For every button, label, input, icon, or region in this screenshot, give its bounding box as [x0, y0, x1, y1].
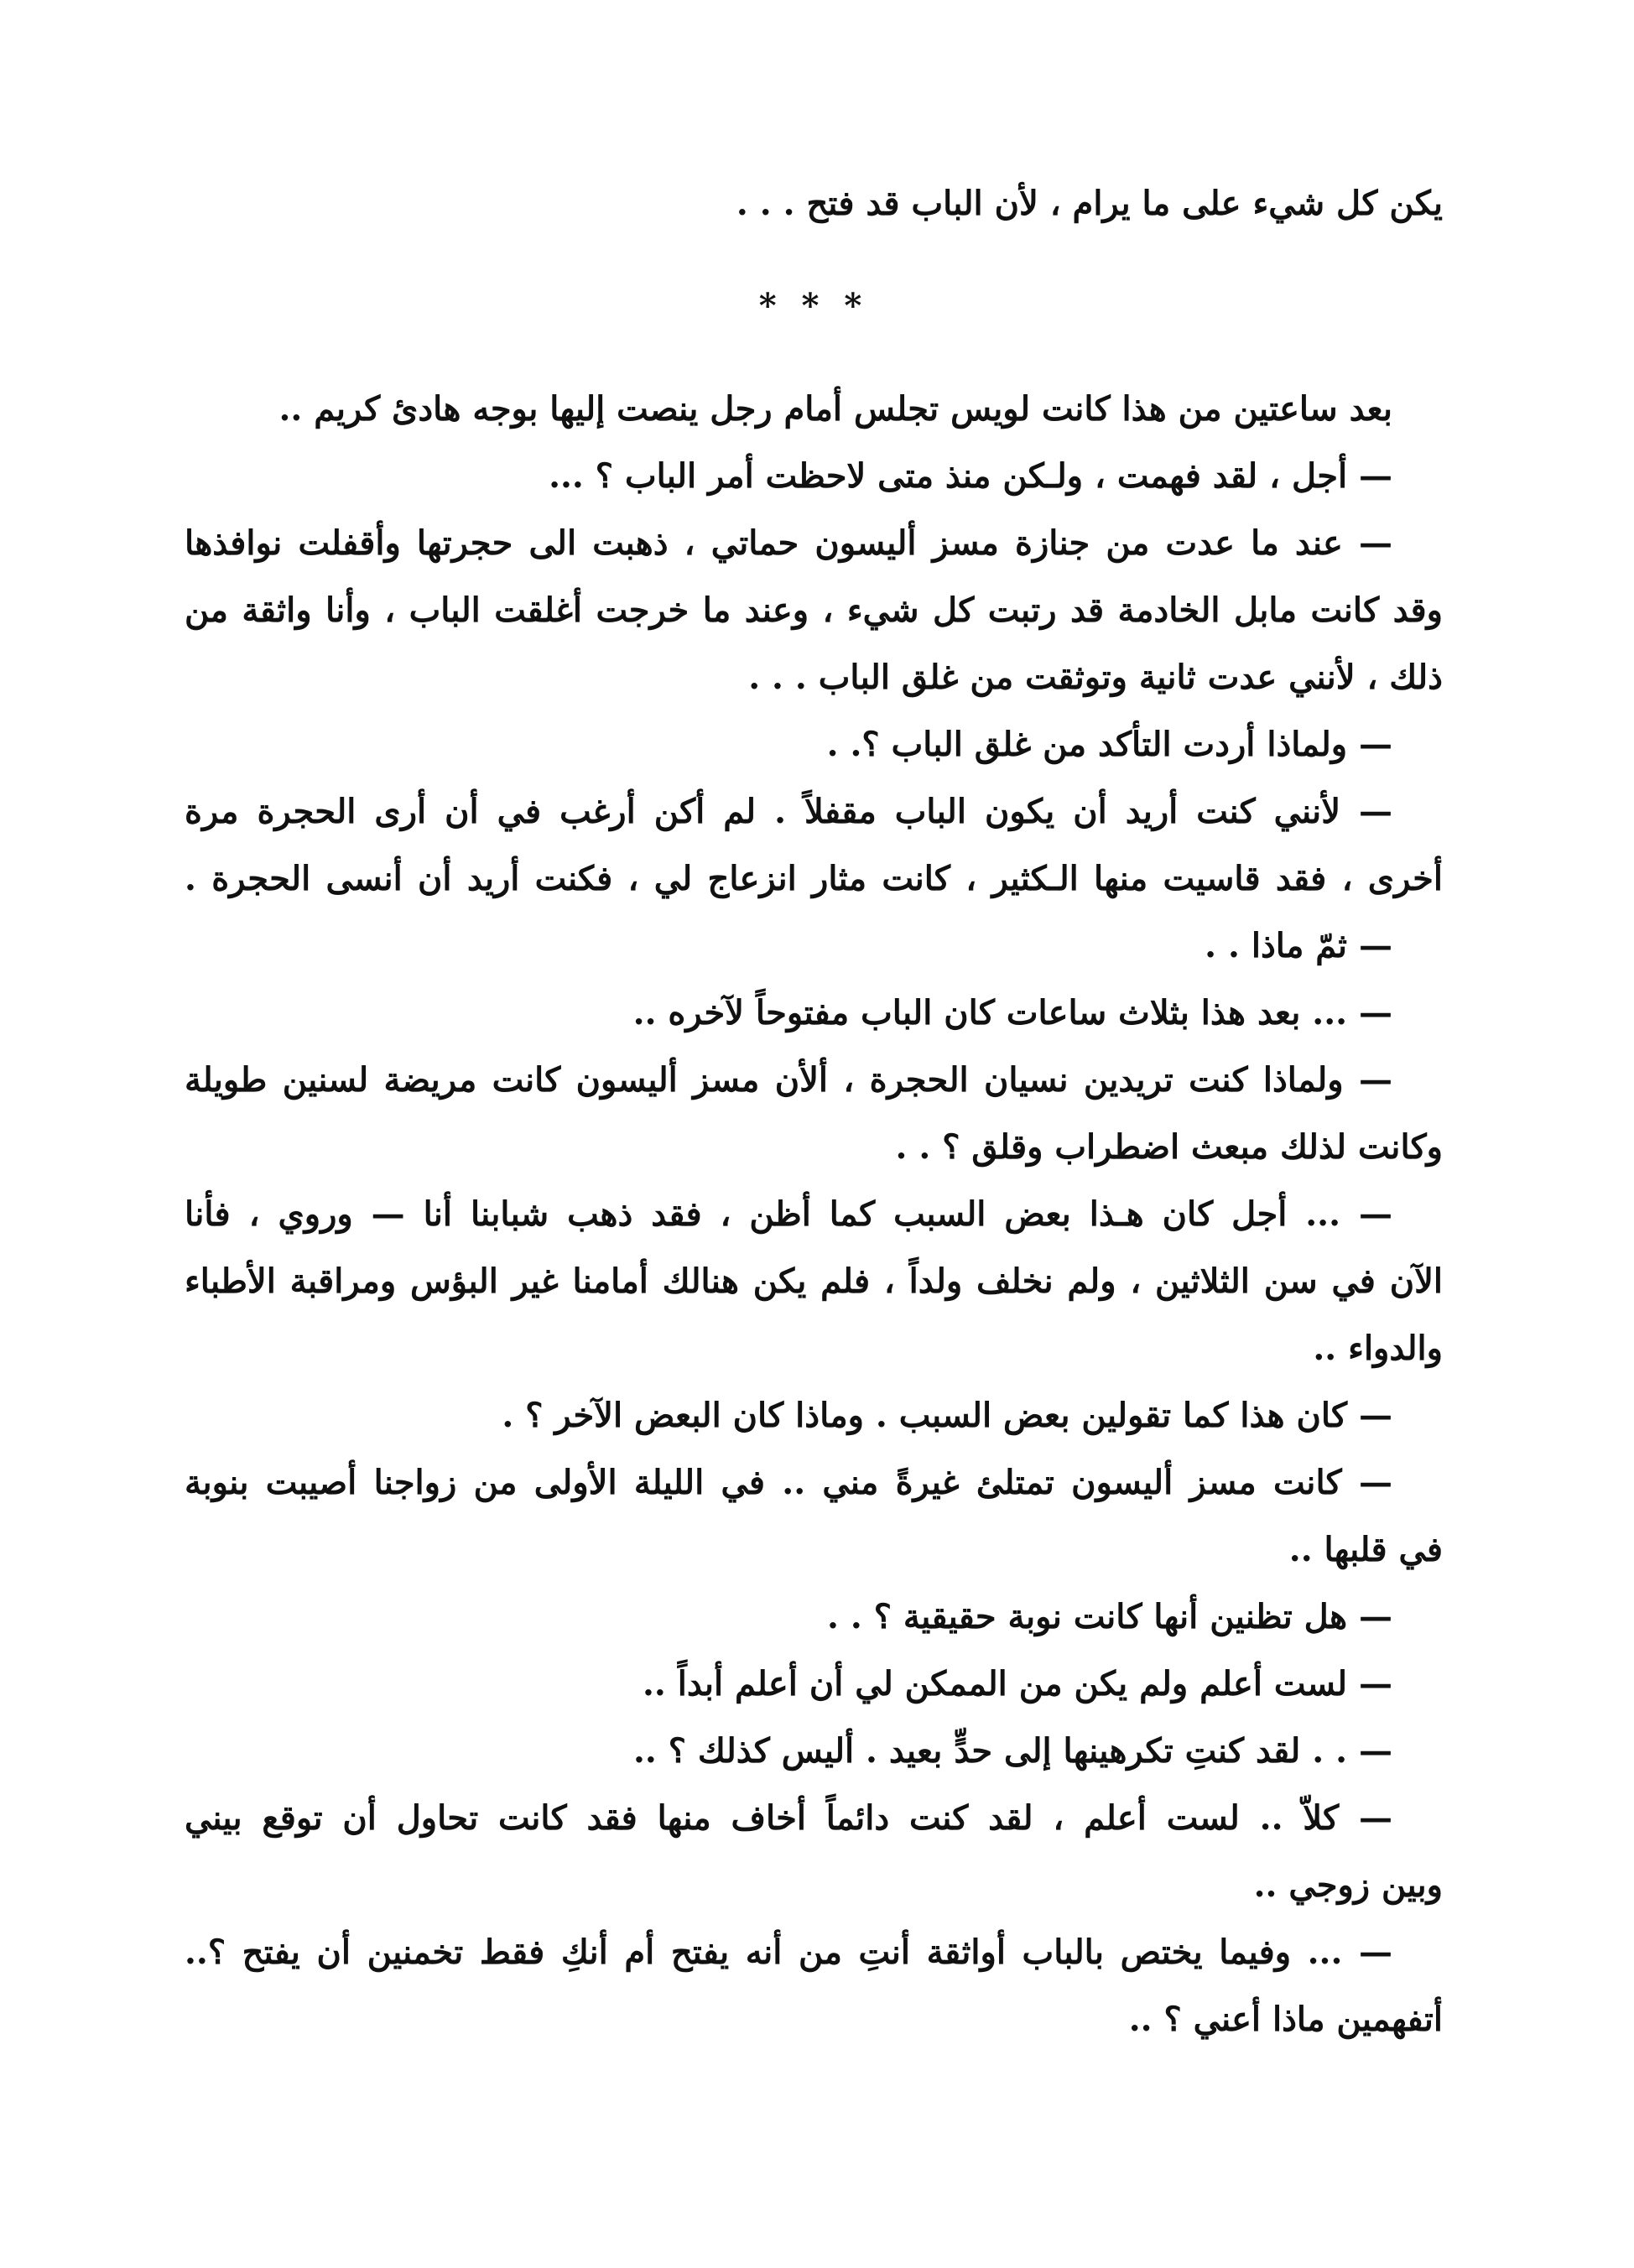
- text-line: وبين زوجي ..: [1253, 1865, 1443, 1905]
- text-line: أخرى ، فقد قاسيت منها الـكثير ، كانت مثار انزعاج لي ، فكنت أريد أن أنسى الحجرة .: [185, 859, 1443, 898]
- text-line: — أجل ، لقد فهمت ، ولـكن منذ متى لاحظت أمر الباب ؟ ...: [549, 456, 1392, 496]
- text-line: — هل تظنين أنها كانت نوبة حقيقية ؟ . .: [826, 1597, 1392, 1636]
- text-line: — كان هذا كما تقولين بعض السبب . وماذا كان البعض الآخر ؟ .: [502, 1396, 1392, 1435]
- text-line: — كلاّ .. لست أعلم ، لقد كنت دائماً أخاف منها فقد كانت تحاول أن توقع بيني: [185, 1798, 1392, 1838]
- text-line: — ثمّ ماذا . .: [1205, 926, 1392, 965]
- text-line: — ... أجل كان هـذا بعض السبب كما أظن ، فقد ذهب شبابنا أنا — وروي ، فأنا: [185, 1194, 1392, 1234]
- section-separator: * * *: [758, 286, 869, 325]
- text-line: وكانت لذلك مبعث اضطراب وقلق ؟ . .: [895, 1127, 1443, 1167]
- text-line: — ... بعد هذا بثلاث ساعات كان الباب مفتوحاً لآخره ..: [632, 993, 1392, 1033]
- text-line: — ... وفيما يختص بالباب أواثقة أنتِ من أنه يفتح أم أنكِ فقط تخمنين أن يفتح ؟..: [185, 1932, 1392, 1972]
- text-line: وقد كانت مابل الخادمة قد رتبت كل شيء ، وعند ما خرجت أغلقت الباب ، وأنا واثقة من: [185, 590, 1443, 630]
- text-line: الآن في سن الثلاثين ، ولم نخلف ولداً ، فلم يكن هنالك أمامنا غير البؤس ومراقبة الأطباء: [185, 1261, 1443, 1301]
- text-line: — لأنني كنت أريد أن يكون الباب مقفلاً . لم أكن أرغب في أن أرى الحجرة مرة: [185, 792, 1392, 831]
- text-line: — ولماذا كنت تريدين نسيان الحجرة ، ألأن مسز أليسون كانت مريضة لسنين طويلة: [185, 1060, 1392, 1100]
- text-line: والدواء ..: [1313, 1329, 1443, 1368]
- text-line: أتفهمين ماذا أعني ؟ ..: [1128, 2000, 1443, 2039]
- text-line: — لست أعلم ولم يكن من الممكن لي أن أعلم أبداً ..: [642, 1664, 1392, 1704]
- text-line: — عند ما عدت من جنازة مسز أليسون حماتي ، ذهبت الى حجرتها وأقفلت نوافذها: [185, 523, 1392, 563]
- text-line: يكن كل شيء على ما يرام ، لأن الباب قد فتح . . .: [736, 184, 1443, 223]
- text-line: — ولماذا أردت التأكد من غلق الباب ؟. .: [826, 725, 1392, 764]
- text-line: — . . لقد كنتِ تكرهينها إلى حدٍّ بعيد . أليس كذلك ؟ ..: [632, 1731, 1392, 1771]
- text-line: في قلبها ..: [1288, 1530, 1443, 1569]
- text-line: — كانت مسز أليسون تمتلئ غيرةً مني .. في الليلة الأولى من زواجنا أصيبت بنوبة: [185, 1463, 1392, 1502]
- text-line: بعد ساعتين من هذا كانت لويس تجلس أمام رجل ينصت إليها بوجه هادئ كريم ..: [278, 389, 1392, 429]
- text-line: ذلك ، لأنني عدت ثانية وتوثقت من غلق الباب . . .: [748, 658, 1443, 697]
